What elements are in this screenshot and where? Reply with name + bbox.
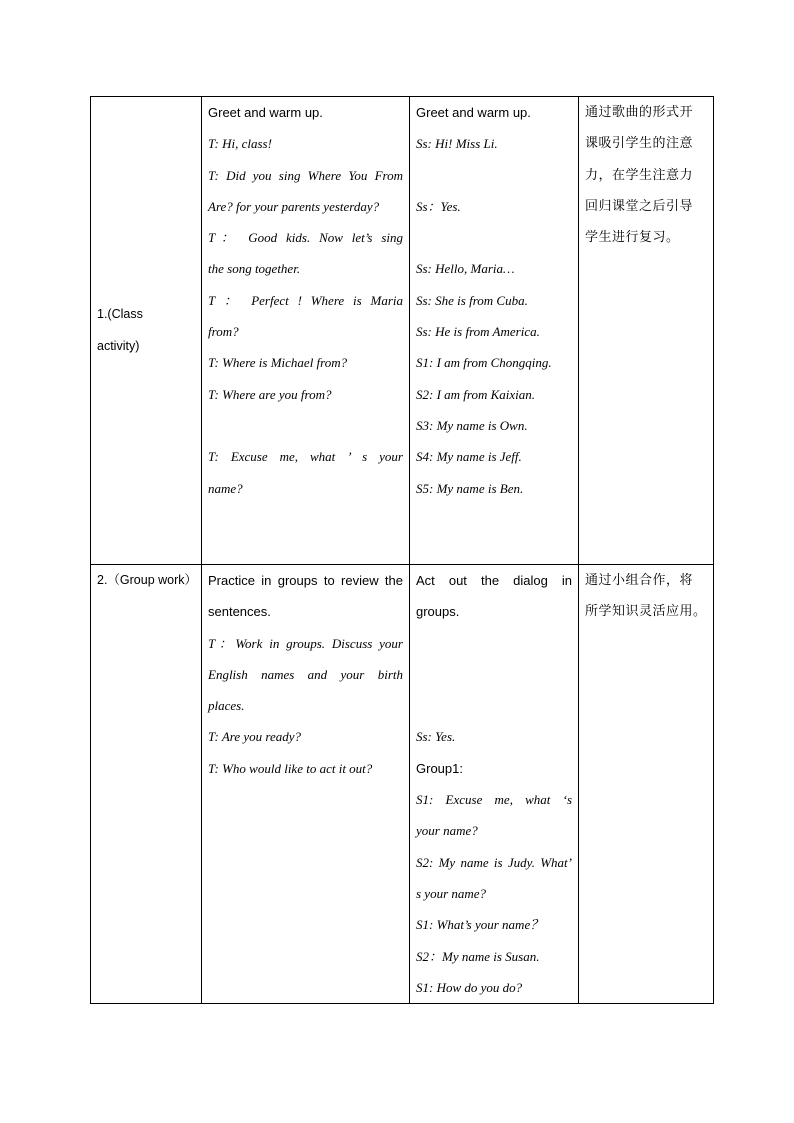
blank-line <box>416 222 572 253</box>
blank-line <box>416 690 572 721</box>
student-line: Group1: <box>416 760 463 776</box>
teacher-line: name? <box>208 480 243 496</box>
table-row <box>91 97 714 565</box>
blank-line <box>416 160 572 191</box>
student-line: s your name? <box>416 885 487 901</box>
teacher-line: places. <box>208 698 245 714</box>
step-label: 1.(Class <box>97 307 143 322</box>
teacher-line: T: Where is Michael from? <box>208 355 348 371</box>
student-line: S2: I am from Kaixian. <box>416 386 536 402</box>
student-line: S2: My name is Judy. What’ <box>416 854 572 870</box>
teacher-line: T： Good kids. Now let’s sing <box>208 230 403 246</box>
teacher-line: English names and your birth <box>208 666 403 682</box>
student-activity-cell <box>410 565 579 1004</box>
student-line: Ss: He is from America. <box>416 324 540 340</box>
teacher-line: T: Hi, class! <box>208 136 272 152</box>
purpose-line: 课吸引学生的注意 <box>585 136 694 152</box>
student-line: Ss: Hello, Maria… <box>416 261 515 277</box>
purpose-line: 所学知识灵活应用。 <box>585 604 707 620</box>
blank-line <box>208 410 403 441</box>
purpose-line: 力，在学生注意力 <box>585 167 694 183</box>
purpose-line: 通过歌曲的形式开 <box>585 105 694 120</box>
student-activity-cell <box>410 97 579 565</box>
student-line: Ss：Yes. <box>416 198 461 214</box>
student-line: S1: How do you do? <box>416 979 523 995</box>
teacher-line: the song together. <box>208 261 301 277</box>
teacher-line: Practice in groups to review the <box>208 573 403 588</box>
teacher-activity-cell <box>202 565 410 1004</box>
teacher-line: T: Did you sing Where You From <box>208 167 403 183</box>
purpose-cell <box>579 97 714 565</box>
teacher-line: T: Who would like to act it out? <box>208 760 373 776</box>
teacher-line: T: Are you ready? <box>208 729 302 745</box>
student-line: Greet and warm up. <box>416 105 531 120</box>
step-cell <box>91 565 202 1004</box>
blank-line <box>416 628 572 659</box>
step-label: 2.（Group work） <box>97 573 198 587</box>
step-label: activity) <box>97 338 140 353</box>
lesson-plan-table <box>90 96 714 1004</box>
student-line: S2：My name is Susan. <box>416 948 540 964</box>
student-line: Ss: Yes. <box>416 729 456 745</box>
student-line: Ss: Hi! Miss Li. <box>416 136 498 152</box>
teacher-line: T: Excuse me, what ’ s your <box>208 449 403 465</box>
student-line: S5: My name is Ben. <box>416 480 524 496</box>
student-line: S1: I am from Chongqing. <box>416 355 552 371</box>
student-line: your name? <box>416 823 478 839</box>
student-line: Act out the dialog in <box>416 573 572 588</box>
teacher-line: T ： Perfect ! Where is Maria <box>208 292 403 308</box>
purpose-line: 回归课堂之后引导 <box>585 198 694 214</box>
teacher-line: T: Where are you from? <box>208 386 332 402</box>
student-line: S4: My name is Jeff. <box>416 449 522 465</box>
teacher-line: T：Work in groups. Discuss your <box>208 635 403 651</box>
teacher-line: from? <box>208 324 239 340</box>
student-line: S3: My name is Own. <box>416 417 528 433</box>
blank-line <box>416 659 572 690</box>
purpose-cell <box>579 565 714 1004</box>
table-row <box>91 565 714 1004</box>
teacher-line: sentences. <box>208 604 271 620</box>
teacher-line: Are? for your parents yesterday? <box>208 198 380 214</box>
purpose-line: 通过小组合作，将 <box>585 573 694 588</box>
teacher-line: Greet and warm up. <box>208 105 323 120</box>
teacher-activity-cell <box>202 97 410 565</box>
step-cell <box>91 97 202 565</box>
student-line: S1: Excuse me, what ‘s <box>416 792 572 808</box>
purpose-line: 学生进行复习。 <box>585 230 680 246</box>
student-line: Ss: She is from Cuba. <box>416 292 528 308</box>
student-line: groups. <box>416 604 460 620</box>
student-line: S1: What’s your name？ <box>416 917 544 933</box>
